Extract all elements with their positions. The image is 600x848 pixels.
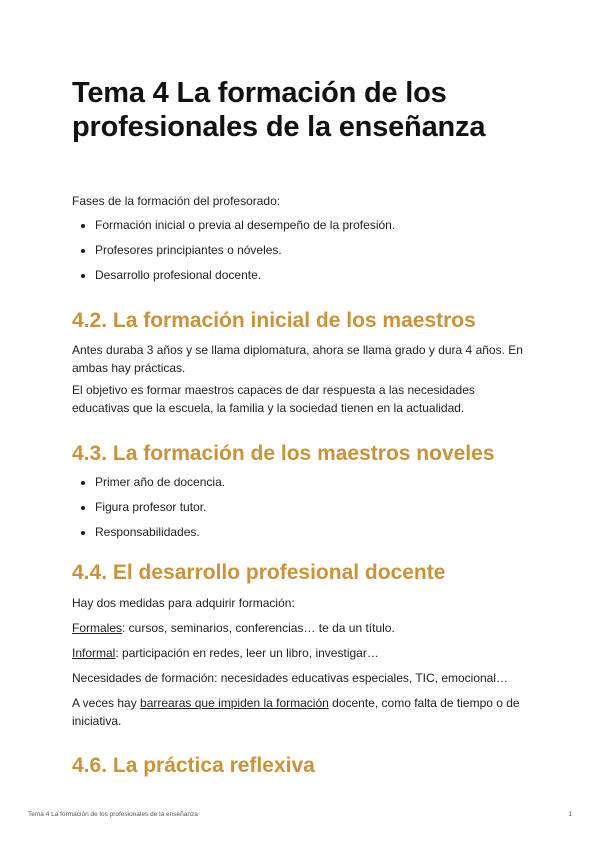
paragraph-formales bbox=[72, 619, 532, 637]
section-4-2 bbox=[72, 308, 532, 417]
footer-title: Tema 4 La formación de los profesionales de la enseñanza bbox=[28, 811, 198, 818]
list-item: • Profesores principiantes o nóveles. bbox=[95, 241, 532, 259]
paragraph: Hay dos medidas para adquirir formación: bbox=[72, 596, 295, 610]
section-heading: 4.2. La formación inicial de los maestros bbox=[72, 309, 476, 332]
barreras-underlined: barrearas que impiden la formación bbox=[140, 696, 329, 710]
paragraph: Necesidades de formación: necesidades educativas especiales, TIC, emocional… bbox=[72, 671, 509, 685]
intro-section bbox=[72, 192, 532, 284]
section-heading: 4.4. El desarrollo profesional docente bbox=[72, 561, 446, 584]
barreras-before: A veces hay bbox=[72, 696, 141, 710]
phases-list bbox=[72, 216, 532, 284]
list-item: • Primer año de docencia. bbox=[95, 473, 532, 491]
document-page bbox=[72, 76, 532, 779]
page-footer bbox=[28, 811, 572, 818]
term-formales: Formales bbox=[72, 621, 123, 635]
noveles-list bbox=[72, 473, 532, 541]
paragraph-barreras bbox=[72, 694, 532, 730]
paragraph-informal bbox=[72, 644, 532, 662]
paragraph: El objetivo es formar maestros capaces de dar respuesta a las necesidades educativas que la escuela, la familia y la sociedad tienen en la actualidad. bbox=[72, 383, 475, 415]
barreras-after: docente, como falta de tiempo o de iniciativa. bbox=[72, 696, 520, 728]
list-item: • Formación inicial o previa al desempeño de la profesión. bbox=[95, 216, 532, 234]
term-informal: Informal bbox=[72, 646, 116, 660]
paragraph: Antes duraba 3 años y se llama diplomatura, ahora se llama grado y dura 4 años. En ambas hay prácticas. bbox=[72, 343, 523, 375]
intro-lead: Fases de la formación del profesorado: bbox=[72, 194, 281, 208]
list-item: • Desarrollo profesional docente. bbox=[95, 266, 532, 284]
section-4-6 bbox=[72, 753, 532, 779]
document-title: Tema 4 La formación de los profesionales de la enseñanza bbox=[72, 77, 486, 143]
section-4-4 bbox=[72, 560, 532, 730]
formales-text: : cursos, seminarios, conferencias… te da un título. bbox=[122, 621, 395, 635]
informal-text: : participación en redes, leer un libro, investigar… bbox=[115, 646, 379, 660]
list-item: • Figura profesor tutor. bbox=[95, 498, 532, 516]
section-heading: 4.6. La práctica reflexiva bbox=[72, 754, 315, 777]
list-item: • Responsabilidades. bbox=[95, 523, 532, 541]
page-number: 1 bbox=[568, 811, 572, 818]
section-4-3 bbox=[72, 441, 532, 541]
section-heading: 4.3. La formación de los maestros noveles bbox=[72, 442, 495, 465]
